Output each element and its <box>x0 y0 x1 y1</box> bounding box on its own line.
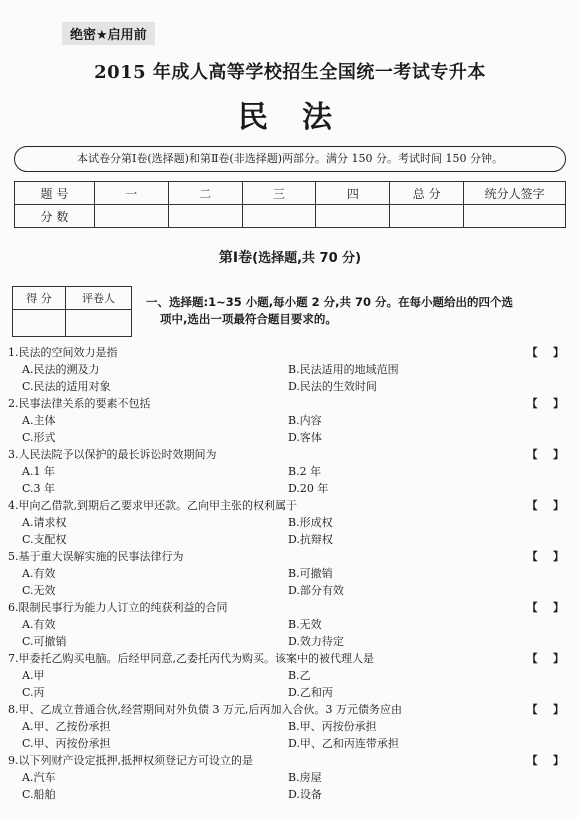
score-table <box>14 181 566 228</box>
option-b[interactable]: B.乙 <box>288 669 311 682</box>
answer-bracket[interactable]: 【 】 <box>526 448 564 461</box>
answer-bracket[interactable]: 【 】 <box>526 754 564 767</box>
confidential-label: 绝密★启用前 <box>62 22 155 45</box>
question-item <box>8 650 568 701</box>
option-b[interactable]: B.房屋 <box>288 771 322 784</box>
grader-entry-cell[interactable] <box>13 310 66 337</box>
score-table-header-row <box>15 182 566 205</box>
grader-table-header: 得 分 <box>13 287 66 310</box>
option-b[interactable]: B.内容 <box>288 414 322 427</box>
part-one-label: 第Ⅰ卷 <box>218 250 253 266</box>
option-a[interactable]: A.请求权 <box>22 516 67 529</box>
question-item <box>8 497 568 548</box>
score-entry-cell[interactable] <box>464 205 566 228</box>
question-stem: 4.甲向乙借款,到期后乙要求甲还款。乙向甲主张的权利属于 <box>8 499 297 512</box>
question-item <box>8 752 568 803</box>
answer-bracket[interactable]: 【 】 <box>526 601 564 614</box>
option-b[interactable]: B.无效 <box>288 618 322 631</box>
option-d[interactable]: D.甲、乙和丙连带承担 <box>288 737 399 750</box>
option-a[interactable]: A.1 年 <box>22 465 55 478</box>
option-c[interactable]: C.甲、丙按份承担 <box>22 737 111 750</box>
exam-title: 2015 年成人高等学校招生全国统一考试专升本 <box>94 62 486 83</box>
option-d[interactable]: D.客体 <box>288 431 322 444</box>
option-c[interactable]: C.可撤销 <box>22 635 67 648</box>
answer-bracket[interactable]: 【 】 <box>526 397 564 410</box>
option-a[interactable]: A.主体 <box>22 414 56 427</box>
score-entry-cell[interactable] <box>242 205 316 228</box>
option-d[interactable]: D.效力待定 <box>288 635 344 648</box>
option-b[interactable]: B.民法适用的地域范围 <box>288 363 399 376</box>
question-item <box>8 599 568 650</box>
option-d[interactable]: D.乙和丙 <box>288 686 333 699</box>
score-table-cell: 二 <box>168 182 242 205</box>
score-table-cell: 统分人签字 <box>464 182 566 205</box>
option-c[interactable]: C.民法的适用对象 <box>22 380 111 393</box>
option-a[interactable]: A.甲 <box>22 669 45 682</box>
question-stem: 2.民事法律关系的要素不包括 <box>8 397 151 410</box>
answer-bracket[interactable]: 【 】 <box>526 652 564 665</box>
option-b[interactable]: B.形成权 <box>288 516 333 529</box>
option-d[interactable]: D.20 年 <box>288 482 329 495</box>
question-item <box>8 446 568 497</box>
score-table-cell: 四 <box>316 182 390 205</box>
section-one-instructions <box>146 294 566 328</box>
answer-bracket[interactable]: 【 】 <box>526 703 564 716</box>
answer-bracket[interactable]: 【 】 <box>526 550 564 563</box>
score-table-cell: 三 <box>242 182 316 205</box>
score-entry-cell[interactable] <box>390 205 464 228</box>
option-a[interactable]: A.有效 <box>22 618 56 631</box>
option-c[interactable]: C.无效 <box>22 584 56 597</box>
part-one-title <box>0 247 580 267</box>
option-a[interactable]: A.甲、乙按份承担 <box>22 720 111 733</box>
option-c[interactable]: C.支配权 <box>22 533 67 546</box>
option-c[interactable]: C.船舶 <box>22 788 56 801</box>
question-stem: 1.民法的空间效力是指 <box>8 346 118 359</box>
option-c[interactable]: C.形式 <box>22 431 56 444</box>
question-list <box>8 344 568 803</box>
grader-table-header: 评卷人 <box>66 287 132 310</box>
answer-bracket[interactable]: 【 】 <box>526 346 564 359</box>
score-table-cell: 一 <box>94 182 168 205</box>
option-b[interactable]: B.甲、丙按份承担 <box>288 720 377 733</box>
option-c[interactable]: C.丙 <box>22 686 45 699</box>
score-table-score-row <box>15 205 566 228</box>
score-entry-cell[interactable] <box>168 205 242 228</box>
score-table-cell: 总 分 <box>390 182 464 205</box>
section-one-line-1: 一、选择题:1~35 小题,每小题 2 分,共 70 分。在每小题给出的四个选 <box>146 295 513 309</box>
answer-bracket[interactable]: 【 】 <box>526 499 564 512</box>
question-stem: 9.以下列财产设定抵押,抵押权须登记方可设立的是 <box>8 754 253 767</box>
option-d[interactable]: D.抗辩权 <box>288 533 333 546</box>
subject-title: 民法 <box>238 100 366 135</box>
question-item <box>8 344 568 395</box>
grader-entry-cell[interactable] <box>66 310 132 337</box>
score-entry-cell[interactable] <box>94 205 168 228</box>
option-d[interactable]: D.设备 <box>288 788 322 801</box>
option-c[interactable]: C.3 年 <box>22 482 56 495</box>
question-stem: 7.甲委托乙购买电脑。后经甲同意,乙委托丙代为购买。该案中的被代理人是 <box>8 652 374 665</box>
section-one-line-2: 项中,选出一项最符合题目要求的。 <box>160 312 337 326</box>
option-b[interactable]: B.2 年 <box>288 465 322 478</box>
score-table-cell: 题 号 <box>15 182 95 205</box>
exam-notice: 本试卷分第Ⅰ卷(选择题)和第Ⅱ卷(非选择题)两部分。满分 150 分。考试时间 150 分钟。 <box>14 146 566 172</box>
option-a[interactable]: A.汽车 <box>22 771 56 784</box>
question-item <box>8 548 568 599</box>
option-b[interactable]: B.可撤销 <box>288 567 333 580</box>
option-d[interactable]: D.部分有效 <box>288 584 344 597</box>
option-a[interactable]: A.有效 <box>22 567 56 580</box>
score-table-cell: 分 数 <box>15 205 95 228</box>
question-item <box>8 395 568 446</box>
question-stem: 8.甲、乙成立普通合伙,经营期间对外负债 3 万元,后丙加入合伙。3 万元债务应由 <box>8 703 402 716</box>
question-stem: 6.限制民事行为能力人订立的纯获利益的合同 <box>8 601 228 614</box>
score-entry-cell[interactable] <box>316 205 390 228</box>
question-item <box>8 701 568 752</box>
part-one-subtitle: (选择题,共 70 分) <box>252 251 362 266</box>
option-a[interactable]: A.民法的溯及力 <box>22 363 100 376</box>
question-stem: 3.人民法院予以保护的最长诉讼时效期间为 <box>8 448 217 461</box>
grader-table <box>12 286 132 337</box>
option-d[interactable]: D.民法的生效时间 <box>288 380 377 393</box>
question-stem: 5.基于重大误解实施的民事法律行为 <box>8 550 184 563</box>
